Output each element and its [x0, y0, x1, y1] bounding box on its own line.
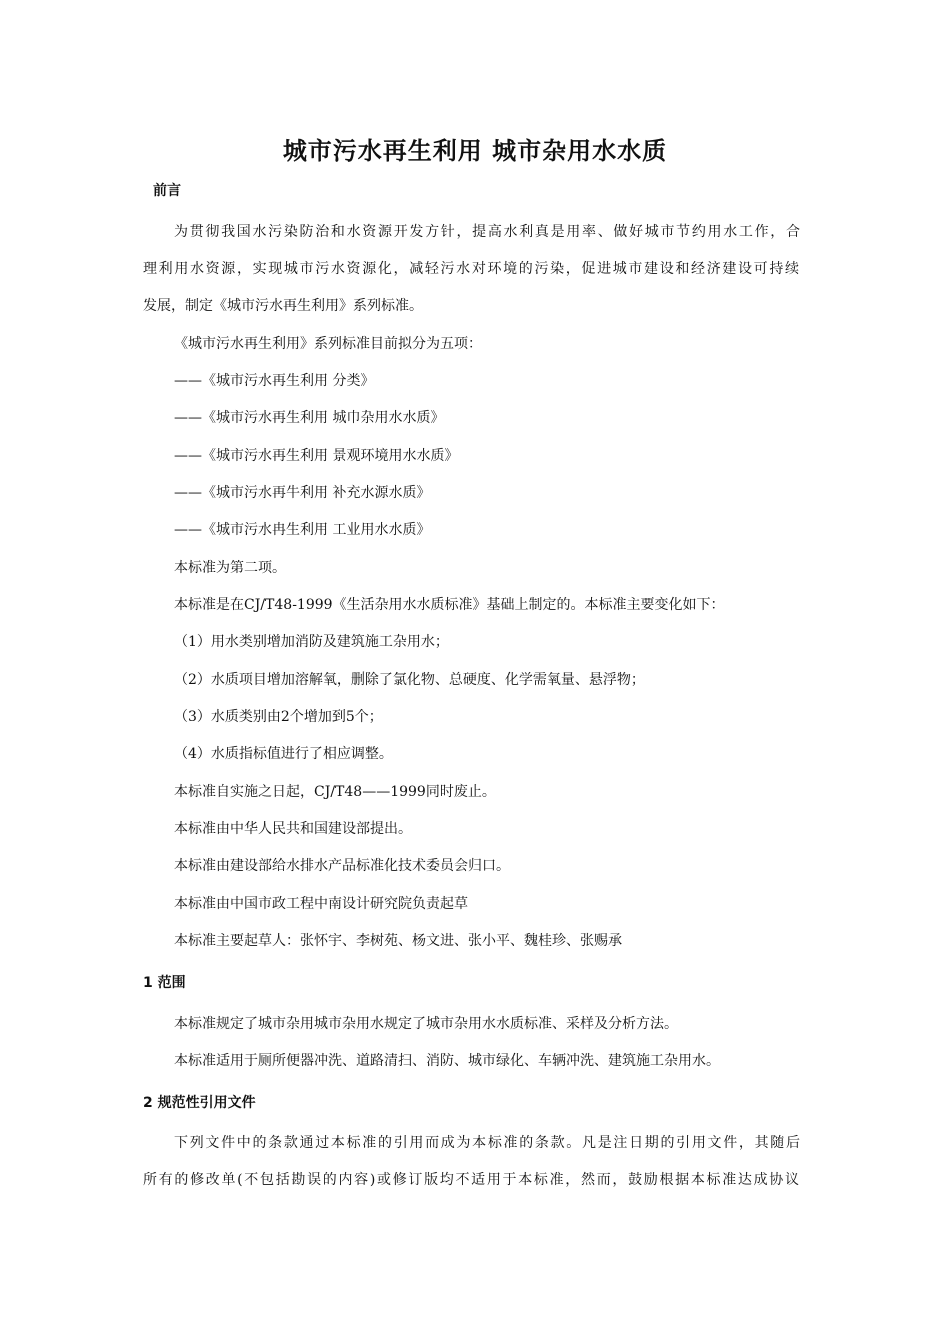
foreword-note: 本标准主要起草人：张怀宇、李树苑、杨文进、张小平、魏桂珍、张赐承 [174, 933, 622, 949]
foreword-paragraph-line: 理利用水资源，实现城市污水资源化，减轻污水对环境的污染，促进城市建设和经济建设可持续 [143, 261, 799, 277]
section1-paragraph: 本标准适用于厕所便器冲洗、道路清扫、消防、城市绿化、车辆冲洗、建筑施工杂用水。 [174, 1053, 720, 1069]
section1-heading: 1 范围 [143, 975, 186, 991]
foreword-paragraph-line: 为贯彻我国水污染防治和水资源开发方针，提高水利真是用率、做好城市节约用水工作，合 [174, 224, 800, 240]
this-item-note: 本标准为第二项。 [174, 560, 286, 576]
foreword-note: 本标准由建设部给水排水产品标准化技术委员会归口。 [174, 858, 510, 874]
foreword-note: 本标准自实施之日起，CJ/T48——1999同时废止。 [174, 784, 496, 800]
section2-paragraph-line: 所有的修改单(不包括勘误的内容)或修订版均不适用于本标准，然而，鼓励根据本标准达成协议 [143, 1172, 799, 1188]
change-item: （3）水质类别由2个增加到5个； [174, 709, 383, 725]
changes-intro: 本标准是在CJ/T48-1999《生活杂用水水质标准》基础上制定的。本标准主要变化如下： [174, 597, 725, 613]
document-title: 城市污水再生利用 城市杂用水水质 [282, 137, 668, 165]
section2-heading: 2 规范性引用文件 [143, 1095, 256, 1111]
series-item: ——《城市污水再生利用 城巾杂用水水质》 [174, 410, 445, 426]
series-item: ——《城市污水冉生利用 工业用水水质》 [174, 522, 431, 538]
change-item: （1）用水类别增加消防及建筑施工杂用水； [174, 634, 449, 650]
series-intro: 《城市污水再生利用》系列标准目前拟分为五项： [174, 336, 482, 352]
change-item: （2）水质项目增加溶解氧，删除了氯化物、总硬度、化学需氧量、悬浮物； [174, 672, 645, 688]
foreword-note: 本标准由中华人民共和国建设部提出。 [174, 821, 412, 837]
change-item: （4）水质指标值进行了相应调整。 [174, 746, 393, 762]
series-item: ——《城市污水再生利用 景观环境用水水质》 [174, 448, 459, 464]
series-item: ——《城市污水再牛利用 补充水源水质》 [174, 485, 431, 501]
foreword-paragraph-line: 发展，制定《城市污水再生利用》系列标准。 [143, 298, 423, 314]
series-item: ——《城市污水再生利用 分类》 [174, 373, 375, 389]
section2-paragraph-line: 下列文件中的条款通过本标准的引用而成为本标准的条款。凡是注日期的引用文件，其随后 [174, 1135, 800, 1151]
section1-paragraph: 本标准规定了城市杂用城市杂用水规定了城市杂用水水质标准、采样及分析方法。 [174, 1016, 678, 1032]
foreword-heading: 前言 [153, 183, 181, 199]
foreword-note: 本标准由中国市政工程中南设计研究院负责起草 [174, 896, 468, 912]
